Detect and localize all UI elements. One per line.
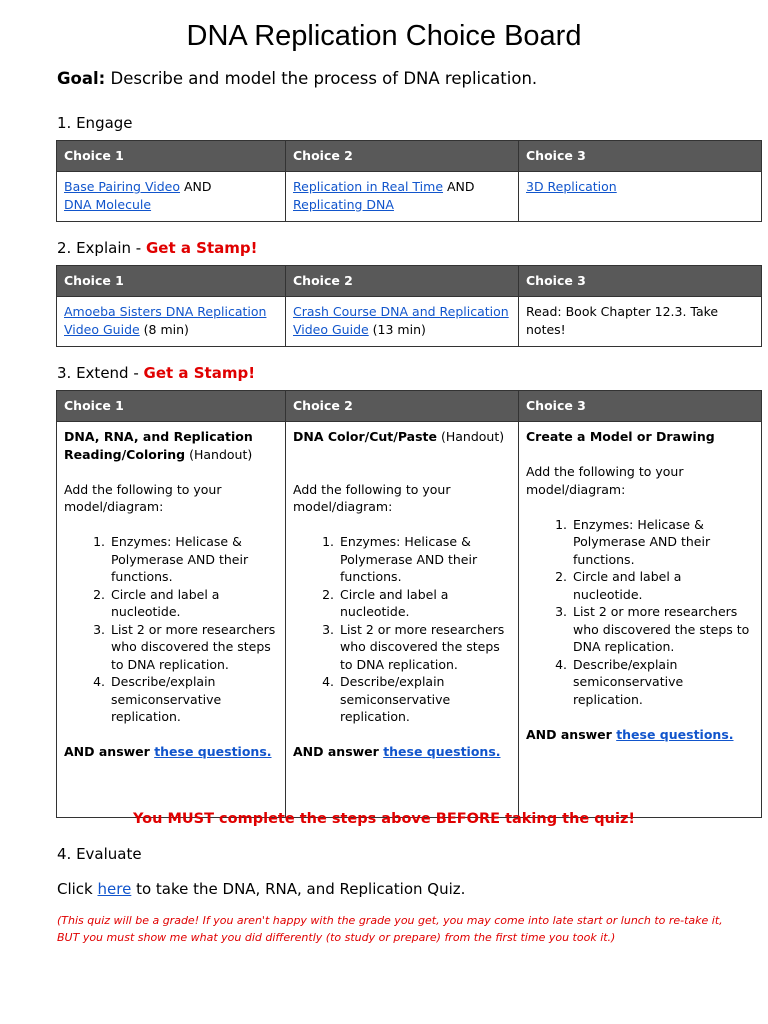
and-text: AND <box>443 179 475 194</box>
list-item: 2. Circle and label a nucleotide. <box>571 568 754 603</box>
choice-3-header: Choice 3 <box>519 141 762 172</box>
explain-table <box>56 265 762 347</box>
click-suffix: to take the DNA, RNA, and Replication Quiz. <box>131 880 466 898</box>
list-item: 1. Enzymes: Helicase & Polymerase AND their functions. <box>109 533 278 586</box>
explain-choice-3: Read: Book Chapter 12.3. Take notes! <box>519 297 762 347</box>
extend-heading <box>57 363 255 383</box>
extend-choice-3 <box>519 422 762 818</box>
answer-prefix: AND answer <box>64 744 155 759</box>
click-prefix: Click <box>57 880 98 898</box>
extend-table <box>56 390 762 818</box>
extend-row <box>57 422 762 818</box>
explain-choice-2 <box>286 297 519 347</box>
choice-1-header: Choice 1 <box>57 141 286 172</box>
steps-list <box>293 533 511 726</box>
engage-row <box>57 172 762 222</box>
list-item: 2. Circle and label a nucleotide. <box>109 586 278 621</box>
these-questions-link[interactable]: these questions. <box>383 744 501 759</box>
list-item: 3. List 2 or more researchers who discovered the steps to DNA replication. <box>109 621 278 674</box>
list-item: 4. Describe/explain semiconservative replication. <box>571 656 754 709</box>
replicating-dna-link[interactable]: Replicating DNA <box>293 196 394 212</box>
list-item: 3. List 2 or more researchers who discovered the steps to DNA replication. <box>338 621 511 674</box>
handout-text: (Handout) <box>437 429 505 444</box>
these-questions-link[interactable]: these questions. <box>154 744 272 759</box>
amoeba-sisters-guide-link[interactable]: Amoeba Sisters DNA Replication Video Guide <box>64 304 267 337</box>
choice-3-header: Choice 3 <box>519 391 762 422</box>
list-item: 4. Describe/explain semiconservative replication. <box>338 673 511 726</box>
goal-label: Goal: <box>57 69 106 88</box>
steps-list <box>64 533 278 726</box>
page-title: DNA Replication Choice Board <box>186 20 582 52</box>
explain-row <box>57 297 762 347</box>
engage-table <box>56 140 762 222</box>
add-instructions: Add the following to your model/diagram: <box>526 464 684 497</box>
choice-3-header: Choice 3 <box>519 266 762 297</box>
add-instructions: Add the following to your model/diagram: <box>293 481 451 514</box>
and-text: AND <box>180 179 212 194</box>
replication-real-time-link[interactable]: Replication in Real Time <box>293 179 444 194</box>
list-item: 3. List 2 or more researchers who discovered the steps to DNA replication. <box>571 603 754 656</box>
list-item: 2. Circle and label a nucleotide. <box>338 586 511 621</box>
quiz-note: (This quiz will be a grade! If you aren't happy with the grade you get, you may come into late start or lunch to re-take it, BUT you must show me what you did differently (to study or prepare) from the first time you took it.) <box>57 914 723 944</box>
answer-prefix: AND answer <box>526 726 617 742</box>
quiz-here-link[interactable]: here <box>97 880 132 898</box>
engage-choice-3 <box>519 172 762 222</box>
add-instructions: Add the following to your model/diagram: <box>64 481 222 514</box>
explain-heading <box>57 238 257 258</box>
duration-text: (8 min) <box>139 321 189 337</box>
these-questions-link[interactable]: these questions. <box>616 726 734 742</box>
explain-choice-1 <box>57 297 286 347</box>
engage-heading: 1. Engage <box>57 114 133 132</box>
duration-text: (13 min) <box>368 321 426 337</box>
goal-text: Describe and model the process of DNA replication. <box>105 69 538 88</box>
quiz-instruction <box>57 879 465 899</box>
dna-molecule-link[interactable]: DNA Molecule <box>64 196 152 212</box>
handout-text: (Handout) <box>185 446 253 462</box>
engage-choice-1 <box>57 172 286 222</box>
engage-header-row <box>57 141 762 172</box>
explain-stamp-label: Get a Stamp! <box>145 239 258 257</box>
must-complete-notice: You MUST complete the steps above BEFORE taking the quiz! <box>132 811 636 827</box>
model-drawing-title: Create a Model or Drawing <box>526 429 715 444</box>
base-pairing-video-link[interactable]: Base Pairing Video <box>64 179 180 194</box>
answer-prefix: AND answer <box>293 744 384 759</box>
choice-2-header: Choice 2 <box>286 391 519 422</box>
engage-choice-2 <box>286 172 519 222</box>
steps-list <box>526 516 754 709</box>
list-item: 4. Describe/explain semiconservative replication. <box>109 673 278 726</box>
reading-coloring-title: DNA, RNA, and Replication Reading/Coloring <box>64 429 253 462</box>
color-cut-paste-title: DNA Color/Cut/Paste <box>293 429 437 444</box>
explain-heading-text: 2. Explain - <box>57 239 146 257</box>
3d-replication-link[interactable]: 3D Replication <box>526 179 617 194</box>
extend-header-row <box>57 391 762 422</box>
extend-heading-text: 3. Extend - <box>57 364 144 382</box>
crash-course-guide-link[interactable]: Crash Course DNA and Replication Video Guide <box>293 304 509 337</box>
choice-2-header: Choice 2 <box>286 266 519 297</box>
evaluate-heading: 4. Evaluate <box>57 845 142 863</box>
list-item: 1. Enzymes: Helicase & Polymerase AND their functions. <box>338 533 511 586</box>
choice-1-header: Choice 1 <box>57 266 286 297</box>
extend-choice-2 <box>286 422 519 818</box>
goal-statement <box>57 68 537 90</box>
list-item: 1. Enzymes: Helicase & Polymerase AND their functions. <box>571 516 754 569</box>
explain-header-row <box>57 266 762 297</box>
extend-choice-1 <box>57 422 286 818</box>
choice-1-header: Choice 1 <box>57 391 286 422</box>
choice-2-header: Choice 2 <box>286 141 519 172</box>
extend-stamp-label: Get a Stamp! <box>143 364 256 382</box>
